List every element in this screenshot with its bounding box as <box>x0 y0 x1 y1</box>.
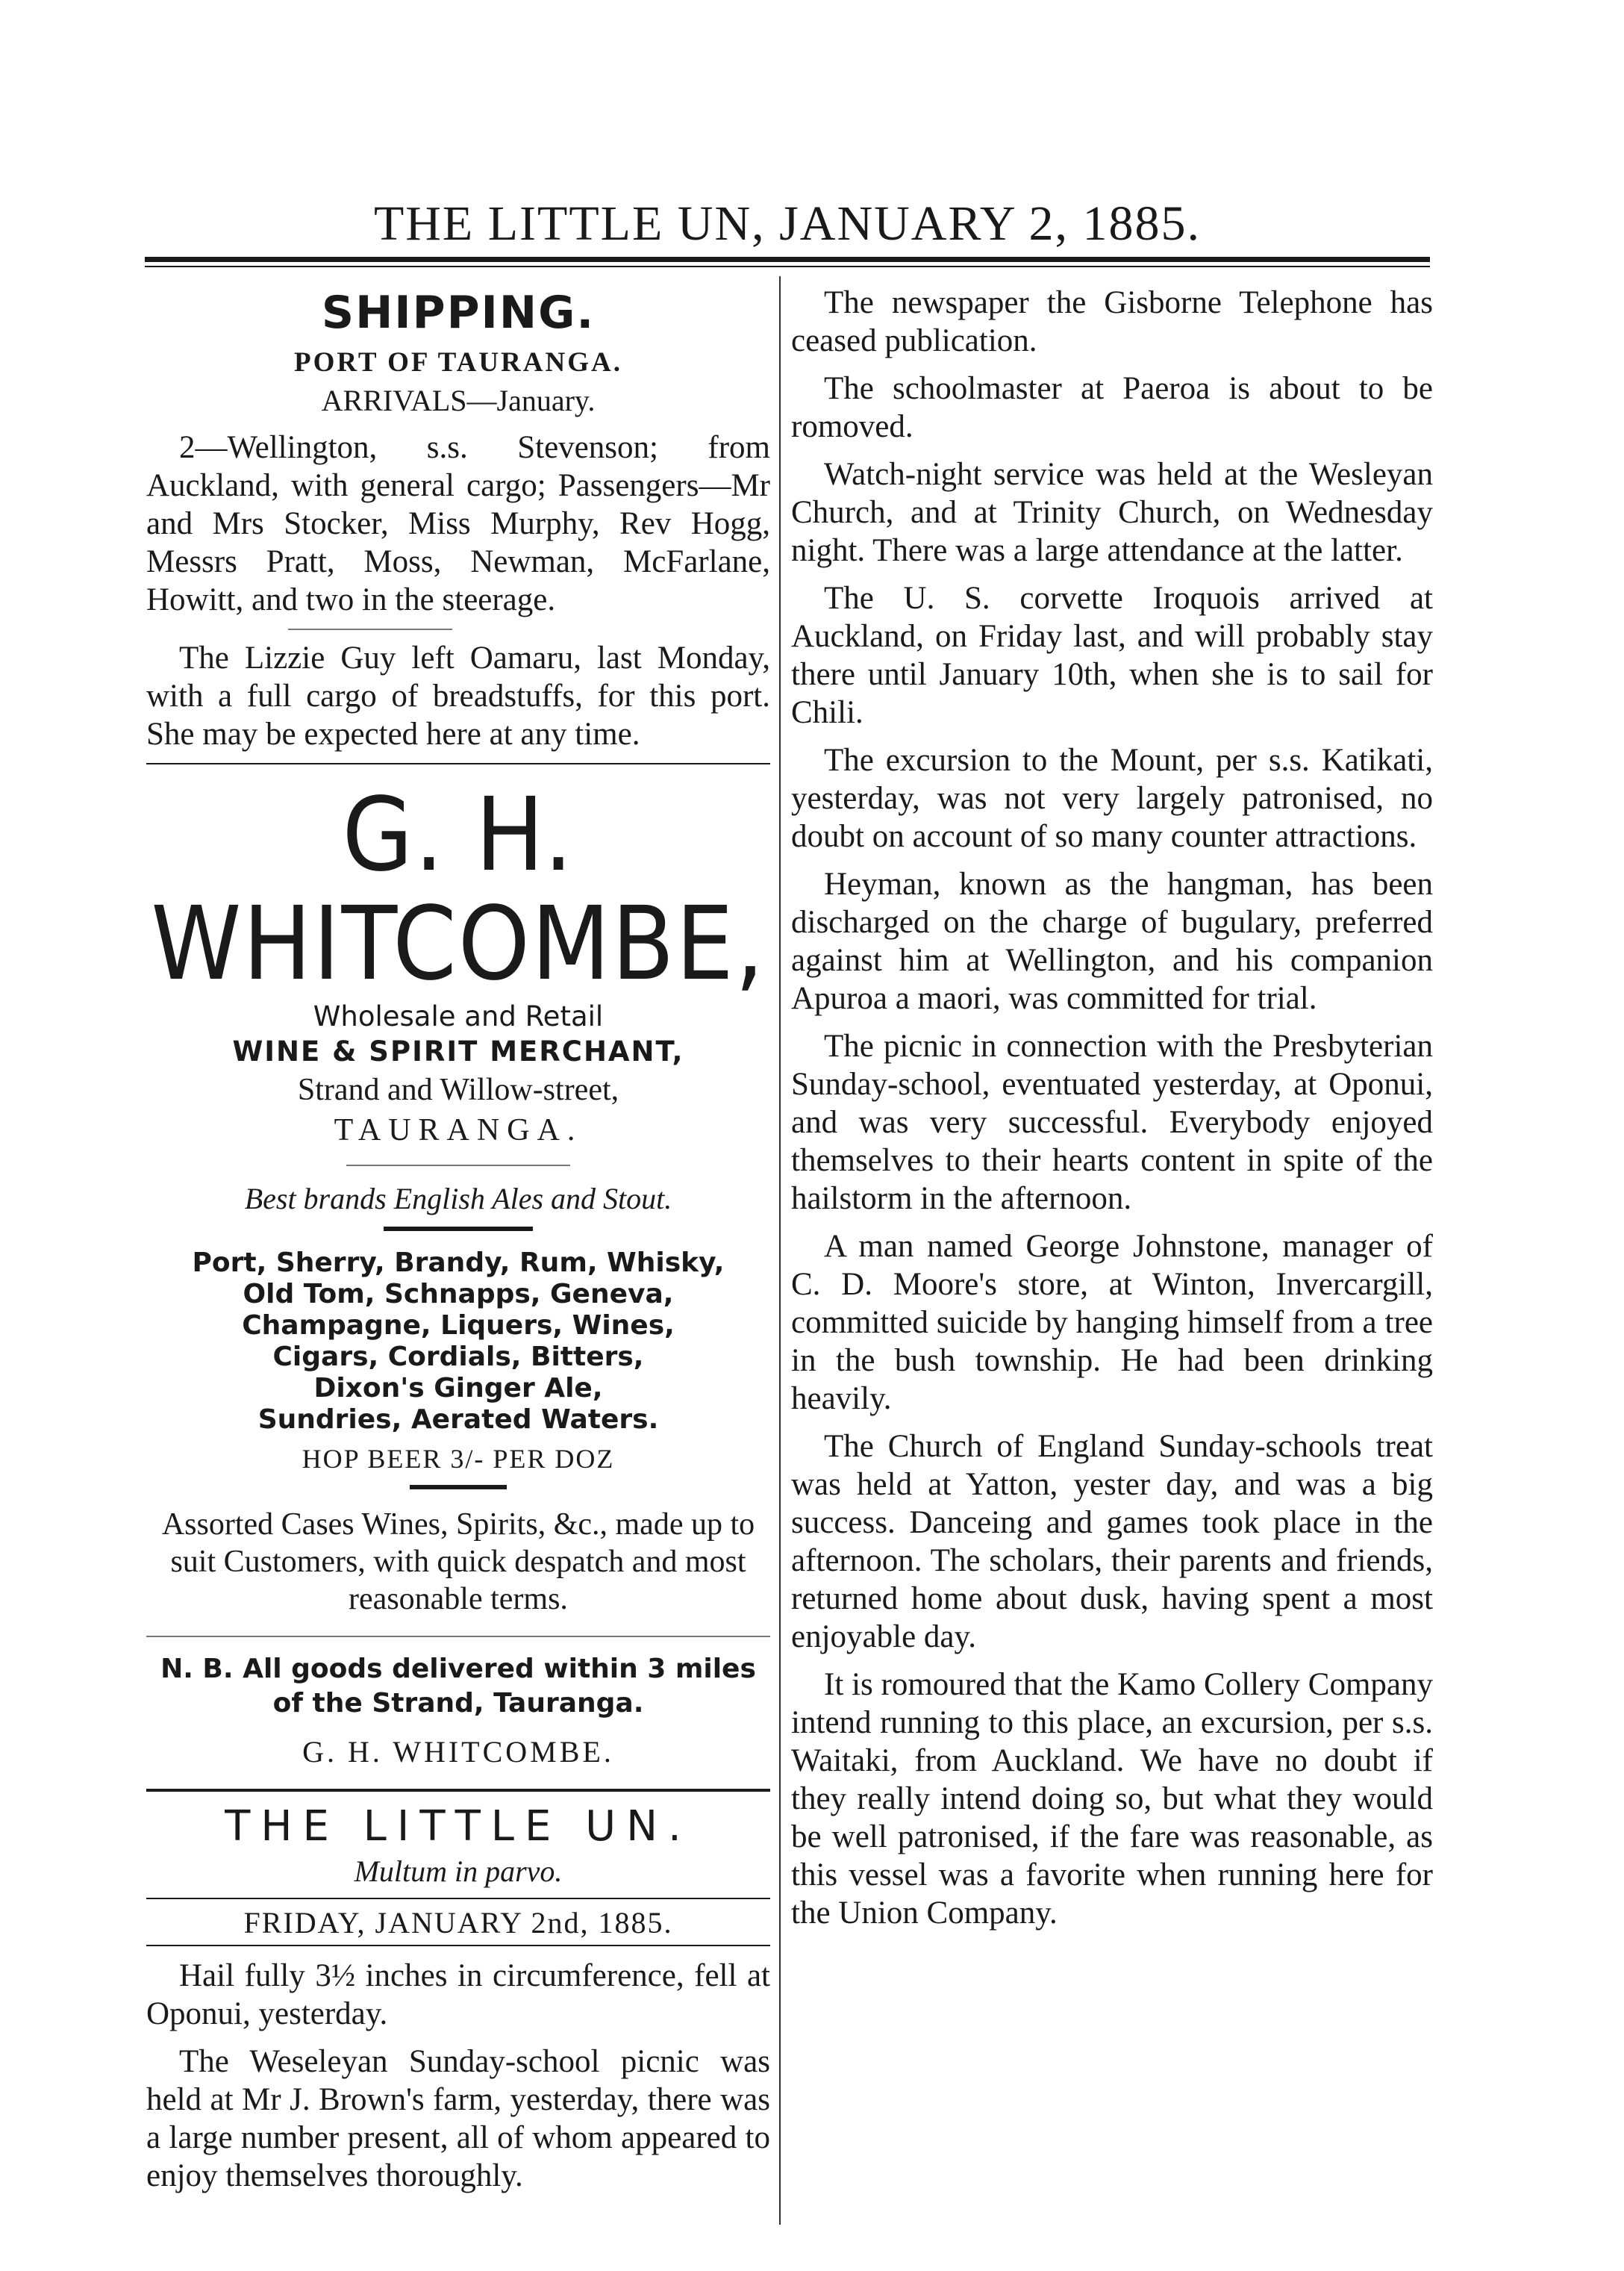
news-item: Watch-night service was held at the Wesleyan Church, and at Trinity Church, on Wednesday night. There was a large attendance at the latter. <box>791 457 1433 568</box>
news-item: The U. S. corvette Iroquois arrived at Auckland, on Friday last, and will probably stay there until January 10th, when she is to sail for Chili. <box>791 581 1433 730</box>
advert-short-rule <box>384 1227 533 1231</box>
advert-name: G. H. WHITCOMBE, <box>151 776 766 1003</box>
advert-signature: G. H. WHITCOMBE. <box>302 1735 614 1769</box>
advert-goods-line: Old Tom, Schnapps, Geneva, <box>243 1279 674 1309</box>
news-item: The newspaper the Gisborne Telephone has ceased publication. <box>791 285 1433 358</box>
port-heading: PORT OF TAURANGA. <box>294 347 622 378</box>
advert-rule <box>146 1636 770 1637</box>
dateline-rule-bottom <box>146 1945 770 1946</box>
column-divider <box>779 276 781 2225</box>
advert-merchant: WINE & SPIRIT MERCHANT, <box>232 1035 684 1068</box>
paper-dateline: FRIDAY, JANUARY 2nd, 1885. <box>243 1906 673 1940</box>
short-rule <box>288 629 452 630</box>
paper-title: THE LITTLE UN. <box>225 1802 692 1851</box>
advert-goods-line: Cigars, Cordials, Bitters, <box>272 1342 644 1372</box>
section-rule <box>146 1789 770 1792</box>
advert-goods-list <box>146 1247 770 1436</box>
advert-sub: Wholesale and Retail <box>313 1000 604 1032</box>
news-item: Heyman, known as the hangman, has been discharged on the charge of bugulary, preferred against him at Wellington, and his companion Apuroa a maori, was committed for trial. <box>791 867 1433 1016</box>
advert-ornament-rule <box>346 1165 570 1166</box>
shipping-heading: SHIPPING. <box>321 287 596 339</box>
advert-brands: Best brands English Ales and Stout. <box>244 1182 672 1215</box>
advert-short-rule <box>410 1485 507 1489</box>
news-item: The picnic in connection with the Presbyterian Sunday-school, eventuated yesterday, at Oponui, and was very successful. Everybody enjoyed themselves to their hearts content in spite of the hailstorm in the afternoon. <box>791 1029 1433 1216</box>
news-item: A man named George Johnstone, manager of C. D. Moore's store, at Winton, Invercargill, committed suicide by hanging himself from a tree in the bush township. He had been drinking heavily. <box>791 1229 1433 1416</box>
advert-nb: N. B. All goods delivered within 3 miles of the Strand, Tauranga. <box>160 1654 756 1719</box>
advert-hop-beer: HOP BEER 3/- PER DOZ <box>302 1444 615 1474</box>
advert-address: Strand and Willow-street, <box>297 1073 619 1107</box>
paper-motto: Multum in parvo. <box>354 1854 563 1888</box>
section-rule <box>146 763 770 764</box>
advert-goods-line: Sundries, Aerated Waters. <box>257 1404 659 1435</box>
shipping-arrival-item: 2—Wellington, s.s. Stevenson; from Auckland, with general cargo; Passengers—Mr and Mrs Stocker, Miss Murphy, Rev Hogg, Messrs Pratt, Moss, Newman, McFarlane, Howitt, and two in the steerage. <box>146 430 770 617</box>
shipping-news-item: The Lizzie Guy left Oamaru, last Monday, with a full cargo of breadstuffs, for this port. She may be expected here at any time. <box>146 641 770 752</box>
right-column <box>791 284 1433 1942</box>
arrivals-heading: ARRIVALS—January. <box>321 384 596 417</box>
masthead-rule-thick <box>145 257 1430 262</box>
left-column <box>146 284 770 2205</box>
advert-town: TAURANGA. <box>334 1113 583 1147</box>
advert-goods-line: Port, Sherry, Brandy, Rum, Whisky, <box>192 1247 725 1278</box>
news-item: The excursion to the Mount, per s.s. Katikati, yesterday, was not very largely patronised, no doubt on account of so many counter attractions. <box>791 743 1433 854</box>
news-item: The schoolmaster at Paeroa is about to be romoved. <box>791 371 1433 444</box>
news-item: The Church of England Sunday-schools treat was held at Yatton, yester day, and was a big success. Danceing and games took place in the afternoon. The scholars, their parents and friends, returned home about dusk, having spent a most enjoyable day. <box>791 1429 1433 1654</box>
news-item: The Weseleyan Sunday-school picnic was held at Mr J. Brown's farm, yesterday, there was a large number present, all of whom appeared to enjoy themselves thoroughly. <box>146 2044 770 2193</box>
masthead-rule-thin <box>145 266 1430 267</box>
news-item: Hail fully 3½ inches in circumference, fell at Oponui, yesterday. <box>146 1958 770 2031</box>
advert-goods-line: Champagne, Liquers, Wines, <box>242 1310 675 1341</box>
masthead: THE LITTLE UN, JANUARY 2, 1885. <box>373 196 1202 251</box>
advert-goods-line: Dixon's Ginger Ale, <box>313 1373 603 1404</box>
advert-assorted: Assorted Cases Wines, Spirits, &c., made up to suit Customers, with quick despatch and most reasonable terms. <box>161 1507 755 1616</box>
news-item: It is romoured that the Kamo Collery Company intend running to this place, an excursion, per s.s. Waitaki, from Auckland. We have no doubt if they really intend doing so, but what they would be well patronised, if the fare was reasonable, as this vessel was a favorite when running here for the Union Company. <box>791 1667 1433 1931</box>
